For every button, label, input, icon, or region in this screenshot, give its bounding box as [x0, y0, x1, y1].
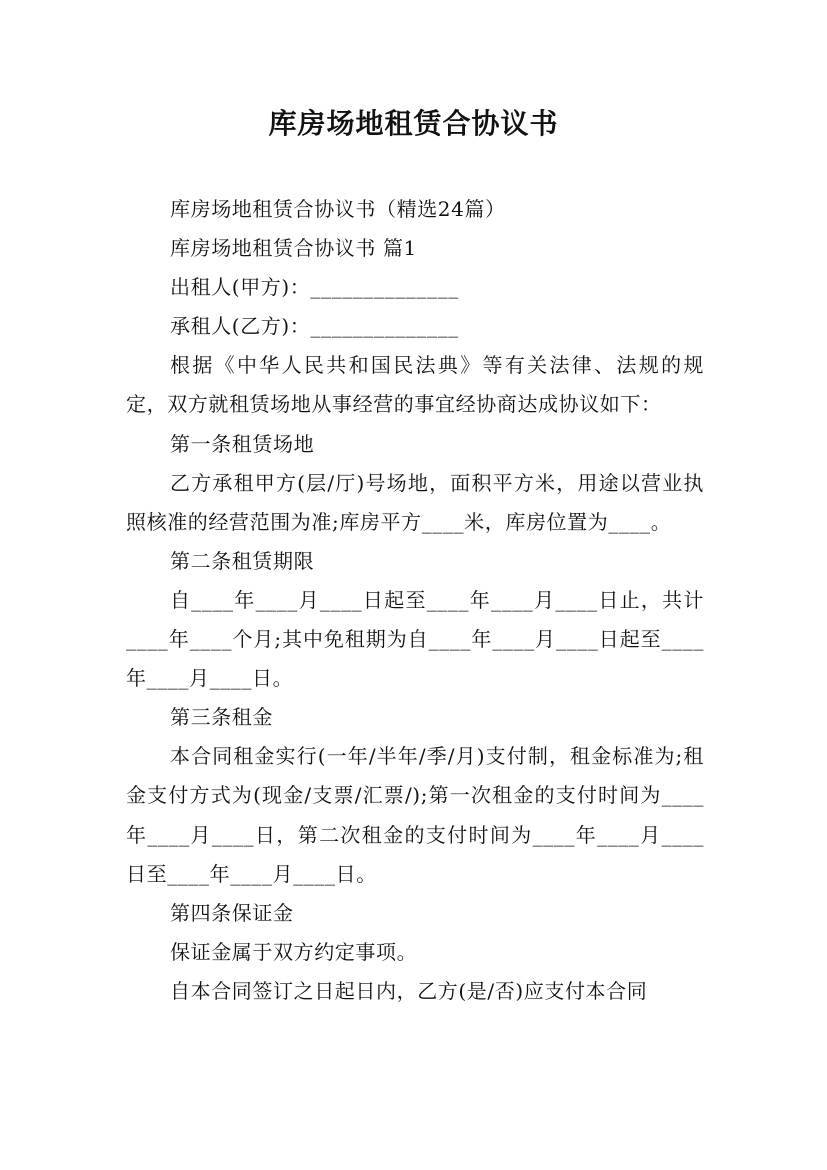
document-title: 库房场地租赁合协议书 — [268, 107, 559, 140]
document-body — [126, 190, 704, 1011]
paragraph-lessee: 承租人(乙方)：______________ — [170, 314, 459, 339]
clause-2-text: 自____年____月____日起至____年____月____日止，共计____年____个月;其中免租期为自____年____月____日起至____年____月____日。 — [126, 587, 704, 691]
clause-3-text: 本合同租金实行(一年/半年/季/月)支付制，租金标准为;租金支付方式为(现金/支票/汇票/);第一次租金的支付时间为____年____月____日，第二次租金的支付时间为____年____月____日至____年____月____日。 — [126, 744, 704, 886]
clause-1-heading: 第一条租赁场地 — [170, 431, 315, 456]
paragraph-lessor: 出租人(甲方)：______________ — [170, 275, 459, 300]
clause-4-text-1: 保证金属于双方约定事项。 — [170, 939, 418, 964]
paragraph-subtitle: 库房场地租赁合协议书（精选24篇） — [170, 197, 506, 221]
paragraph-article-heading: 库房场地租赁合协议书 篇1 — [170, 236, 417, 261]
paragraph-preamble: 根据《中华人民共和国民法典》等有关法律、法规的规定，双方就租赁场地从事经营的事宜经协商达成协议如下： — [126, 353, 704, 417]
clause-1-text: 乙方承租甲方(层/厅)号场地，面积平方米，用途以营业执照核准的经营范围为准;库房平方____米，库房位置为____。 — [126, 470, 704, 534]
clause-3-heading: 第三条租金 — [170, 705, 273, 730]
clause-4-text-2: 自本合同签订之日起日内，乙方(是/否)应支付本合同 — [170, 978, 648, 1003]
clause-4-heading: 第四条保证金 — [170, 900, 294, 925]
clause-2-heading: 第二条租赁期限 — [170, 548, 315, 573]
